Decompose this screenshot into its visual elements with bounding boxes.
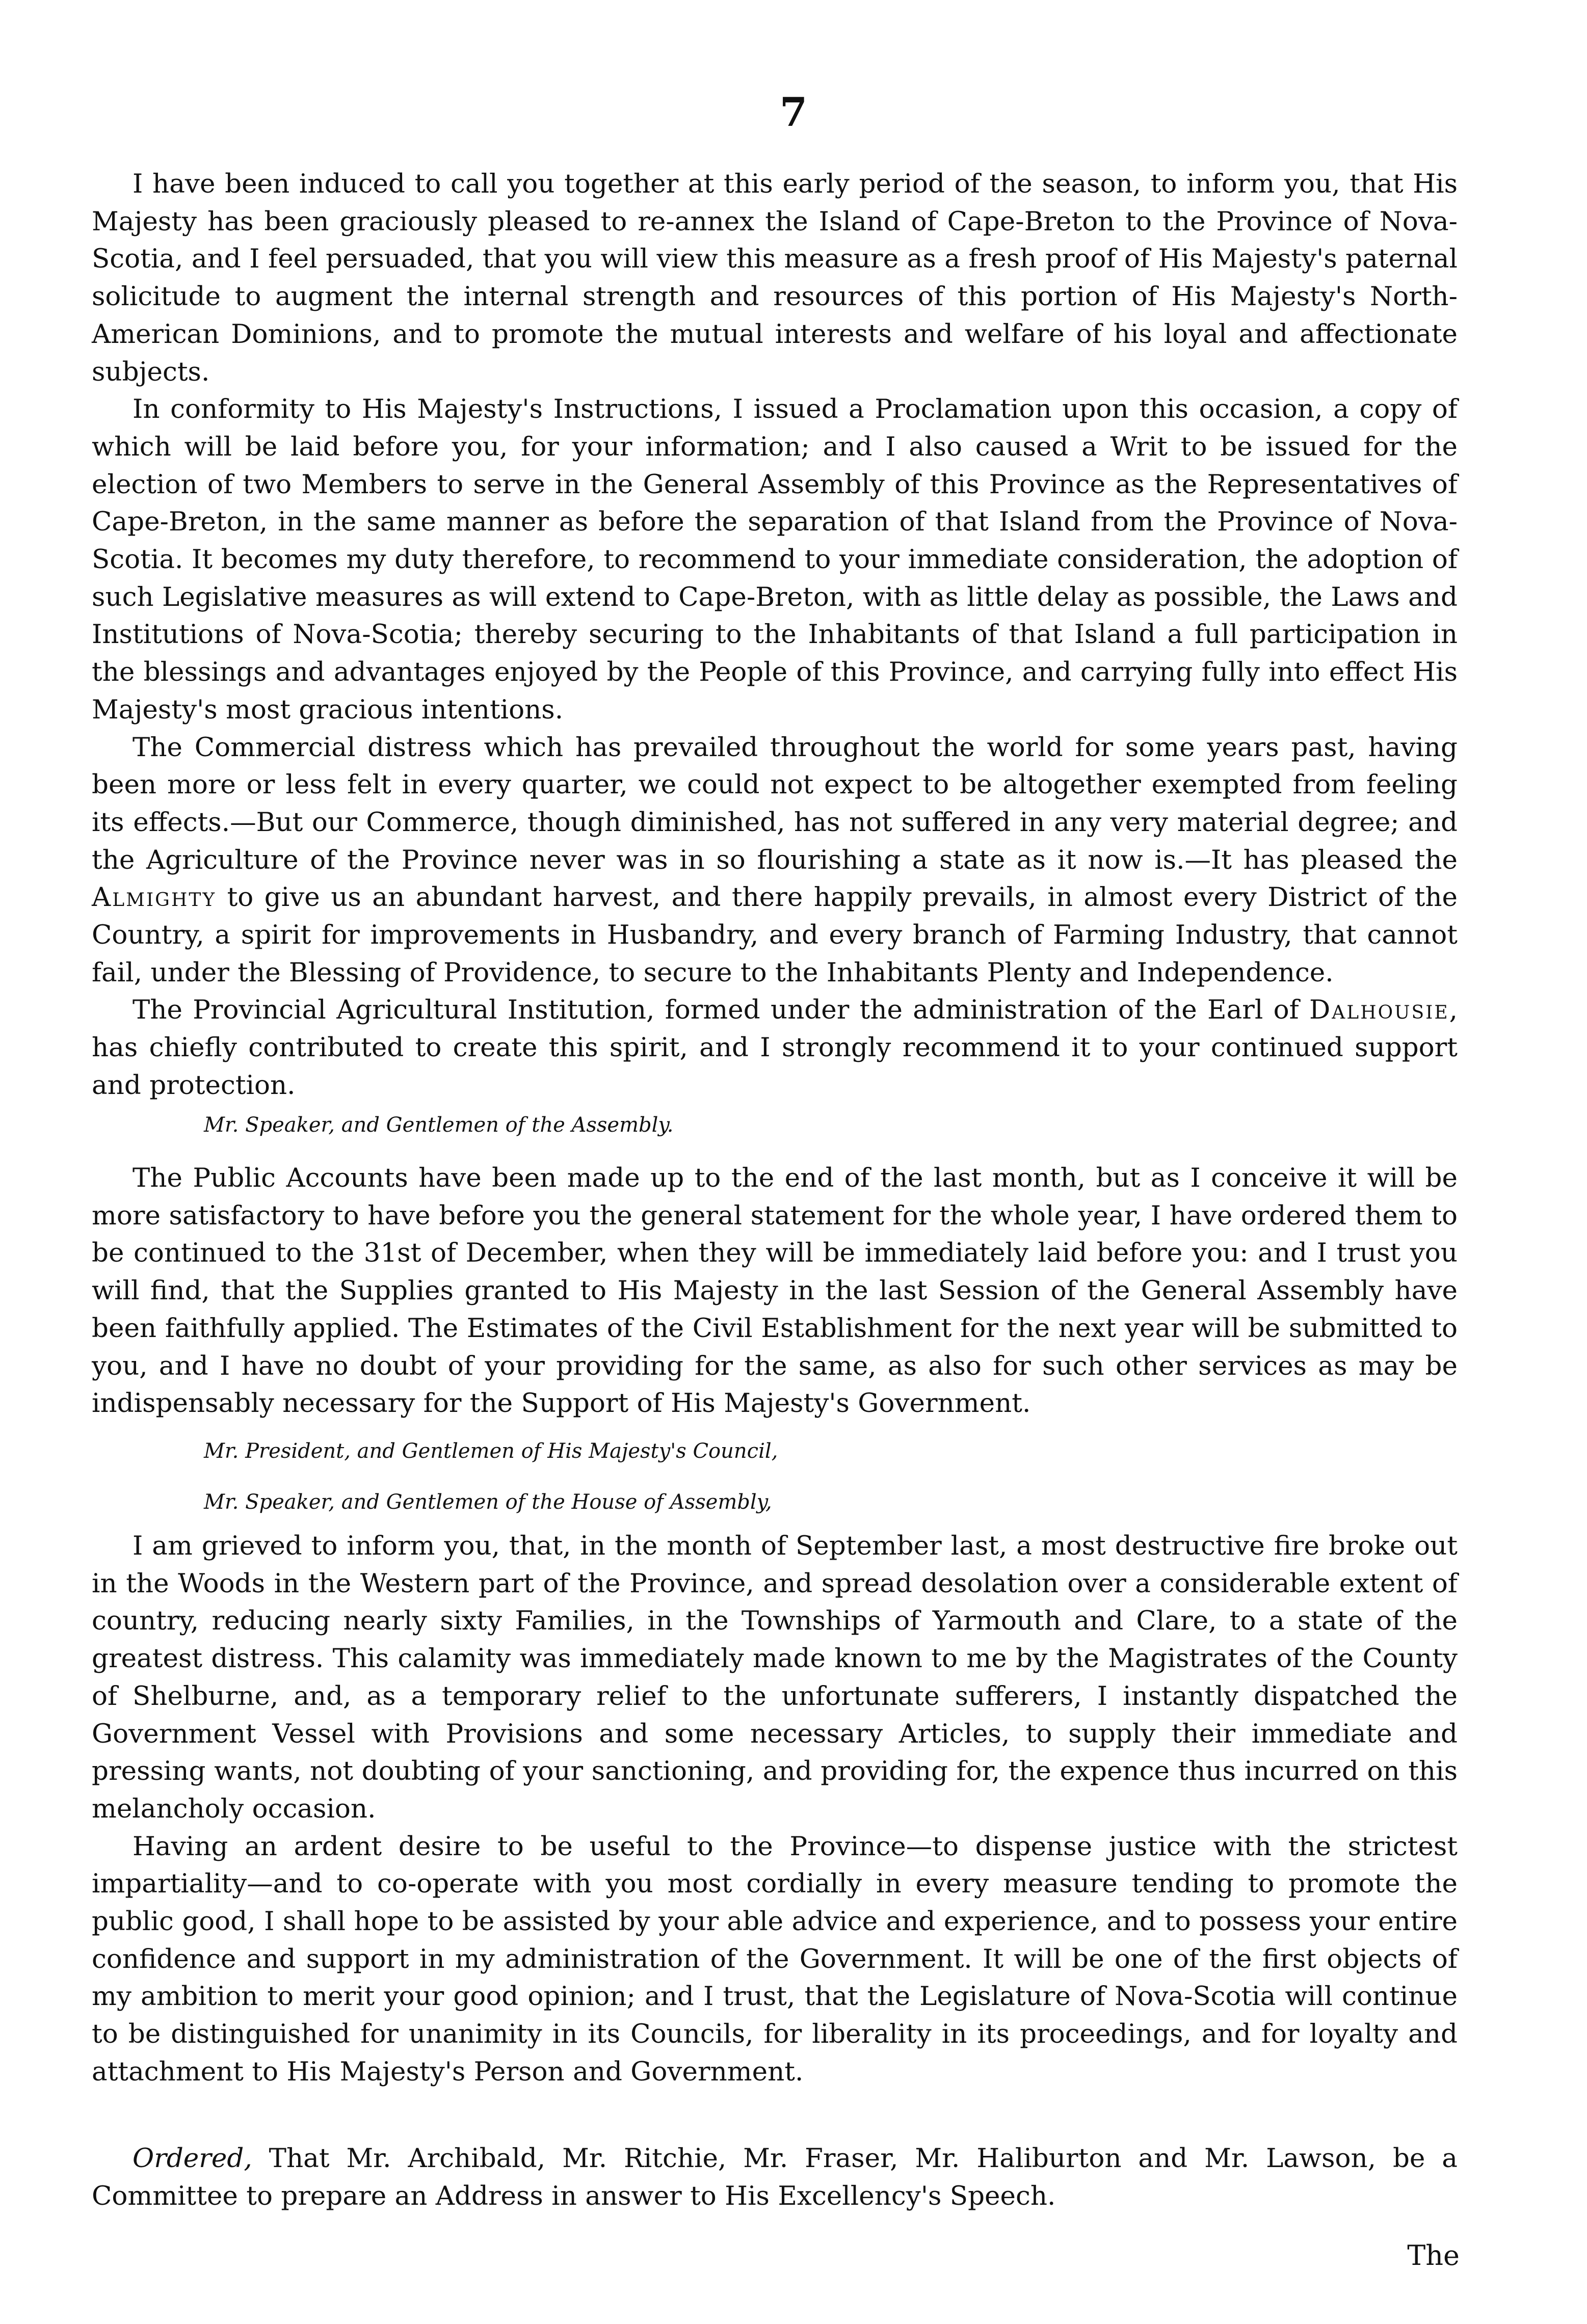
paragraph-cape-breton-annexation: I have been induced to call you together at this early period of the season, to inform you, that His Majesty has been graciously pleased to re-annex the Island of Cape-Breton to the Province of Nova-Scotia, and I feel persuaded, that you will view this measure as a fresh proof of His Majesty's paternal solicitude to augment the internal strength and resources of this portion of His Majesty's North-American Dominions, and to promote the mutual interests and welfare of his loyal and affectionate subjects. bbox=[92, 169, 1458, 387]
commerce-text-b: to give us an abundant harvest, and there happily prevails, in almost every District of the Country, a spirit for improvements in Husbandry, and every branch of Farming Industry, that cannot fail, under the Blessing of Providence, to secure to the Inhabitants Plenty and Independence. bbox=[92, 882, 1458, 988]
dalhousie-word: Dalhousie bbox=[1309, 995, 1449, 1026]
salutation-speaker-house: Mr. Speaker, and Gentlemen of the House of Assembly, bbox=[204, 1490, 772, 1514]
almighty-word: Almighty bbox=[92, 882, 217, 913]
paragraph-closing-desire: Having an ardent desire to be useful to the Province—to dispense justice with the strictest impartiality—and to co-operate with you most cordially in every measure tending to promote the public good, I shall hope to be assisted by your able advice and experience, and to possess your entire confidence and support in my administration of the Government. It will be one of the first objects of my ambition to merit your good opinion; and I trust, that the Legislature of Nova-Scotia will continue to be distinguished for unanimity in its Councils, for liberality in its proceedings, and for loyalty and attachment to His Majesty's Person and Government. bbox=[92, 1831, 1458, 2087]
commerce-text-a: The Commercial distress which has prevailed throughout the world for some years past, having been more or less felt in every quarter, we could not expect to be altogether exempted from feeling its effects.—But our Commerce, though diminished, has not suffered in any very material degree; and the Agriculture of the Province never was in so flourishing a state as it now is.—It has pleased the bbox=[92, 732, 1458, 875]
ordered-label: Ordered, bbox=[133, 2143, 252, 2174]
catchword: The bbox=[1407, 2239, 1460, 2272]
salutation-president-council: Mr. President, and Gentlemen of His Majesty's Council, bbox=[204, 1439, 778, 1463]
salutation-speaker-assembly: Mr. Speaker, and Gentlemen of the Assembly. bbox=[204, 1113, 674, 1137]
paragraph-ordered bbox=[92, 2140, 1458, 2215]
paragraph-proclamation: In conformity to His Majesty's Instructions, I issued a Proclamation upon this occasion, a copy of which will be laid before you, for your information; and I also caused a Writ to be issued for the election of two Members to serve in the General Assembly of this Province as the Representatives of Cape-Breton, in the same manner as before the separation of that Island from the Province of Nova-Scotia. It becomes my duty therefore, to recommend to your immediate consideration, the adoption of such Legislative measures as will extend to Cape-Breton, with as little delay as possible, the Laws and Institutions of Nova-Scotia; thereby securing to the Inhabitants of that Island a full participation in the blessings and advantages enjoyed by the People of this Province, and carrying fully into effect His Majesty's most gracious intentions. bbox=[92, 394, 1458, 725]
committee-order bbox=[92, 2140, 1458, 2215]
paragraph-public-accounts: The Public Accounts have been made up to the end of the last month, but as I conceive it will be more satisfactory to have before you the general statement for the whole year, I have ordered them to be continued to the 31st of December, when they will be immediately laid before you: and I trust you will find, that the Supplies granted to His Majesty in the last Session of the General Assembly have been faithfully applied. The Estimates of the Civil Establishment for the next year will be submitted to you, and I have no doubt of your providing for the same, as also for such other services as may be indispensably necessary for the Support of His Majesty's Government. bbox=[92, 1163, 1458, 1419]
ordered-text: That Mr. Archibald, Mr. Ritchie, Mr. Fraser, Mr. Haliburton and Mr. Lawson, be a Committee to prepare an Address in answer to His Excellency's Speech. bbox=[92, 2143, 1458, 2211]
institution-text-a: The Provincial Agricultural Institution, formed under the administration of the Earl of bbox=[133, 995, 1299, 1026]
speech-body-part-1 bbox=[92, 166, 1458, 1105]
institution-text-b: , has chiefly contributed to create this spirit, and I strongly recommend it to your continued support and protection. bbox=[92, 995, 1458, 1101]
speech-body-part-3 bbox=[92, 1436, 1458, 2091]
speech-body-part-2 bbox=[92, 1110, 1458, 1423]
paragraph-agricultural-institution bbox=[92, 992, 1458, 1104]
paragraph-fire-disaster: I am grieved to inform you, that, in the month of September last, a most destructive fire broke out in the Woods in the Western part of the Province, and spread desolation over a considerable extent of country, reducing nearly sixty Families, in the Townships of Yarmouth and Clare, to a state of the greatest distress. This calamity was immediately made known to me by the Magistrates of the County of Shelburne, and, as a temporary relief to the unfortunate sufferers, I instantly dispatched the Government Vessel with Provisions and some necessary Articles, to supply their immediate and pressing wants, not doubting of your sanctioning, and providing for, the expence thus incurred on this melancholy occasion. bbox=[92, 1531, 1458, 1824]
page-number: 7 bbox=[779, 89, 808, 136]
paragraph-commerce-agriculture bbox=[92, 729, 1458, 992]
